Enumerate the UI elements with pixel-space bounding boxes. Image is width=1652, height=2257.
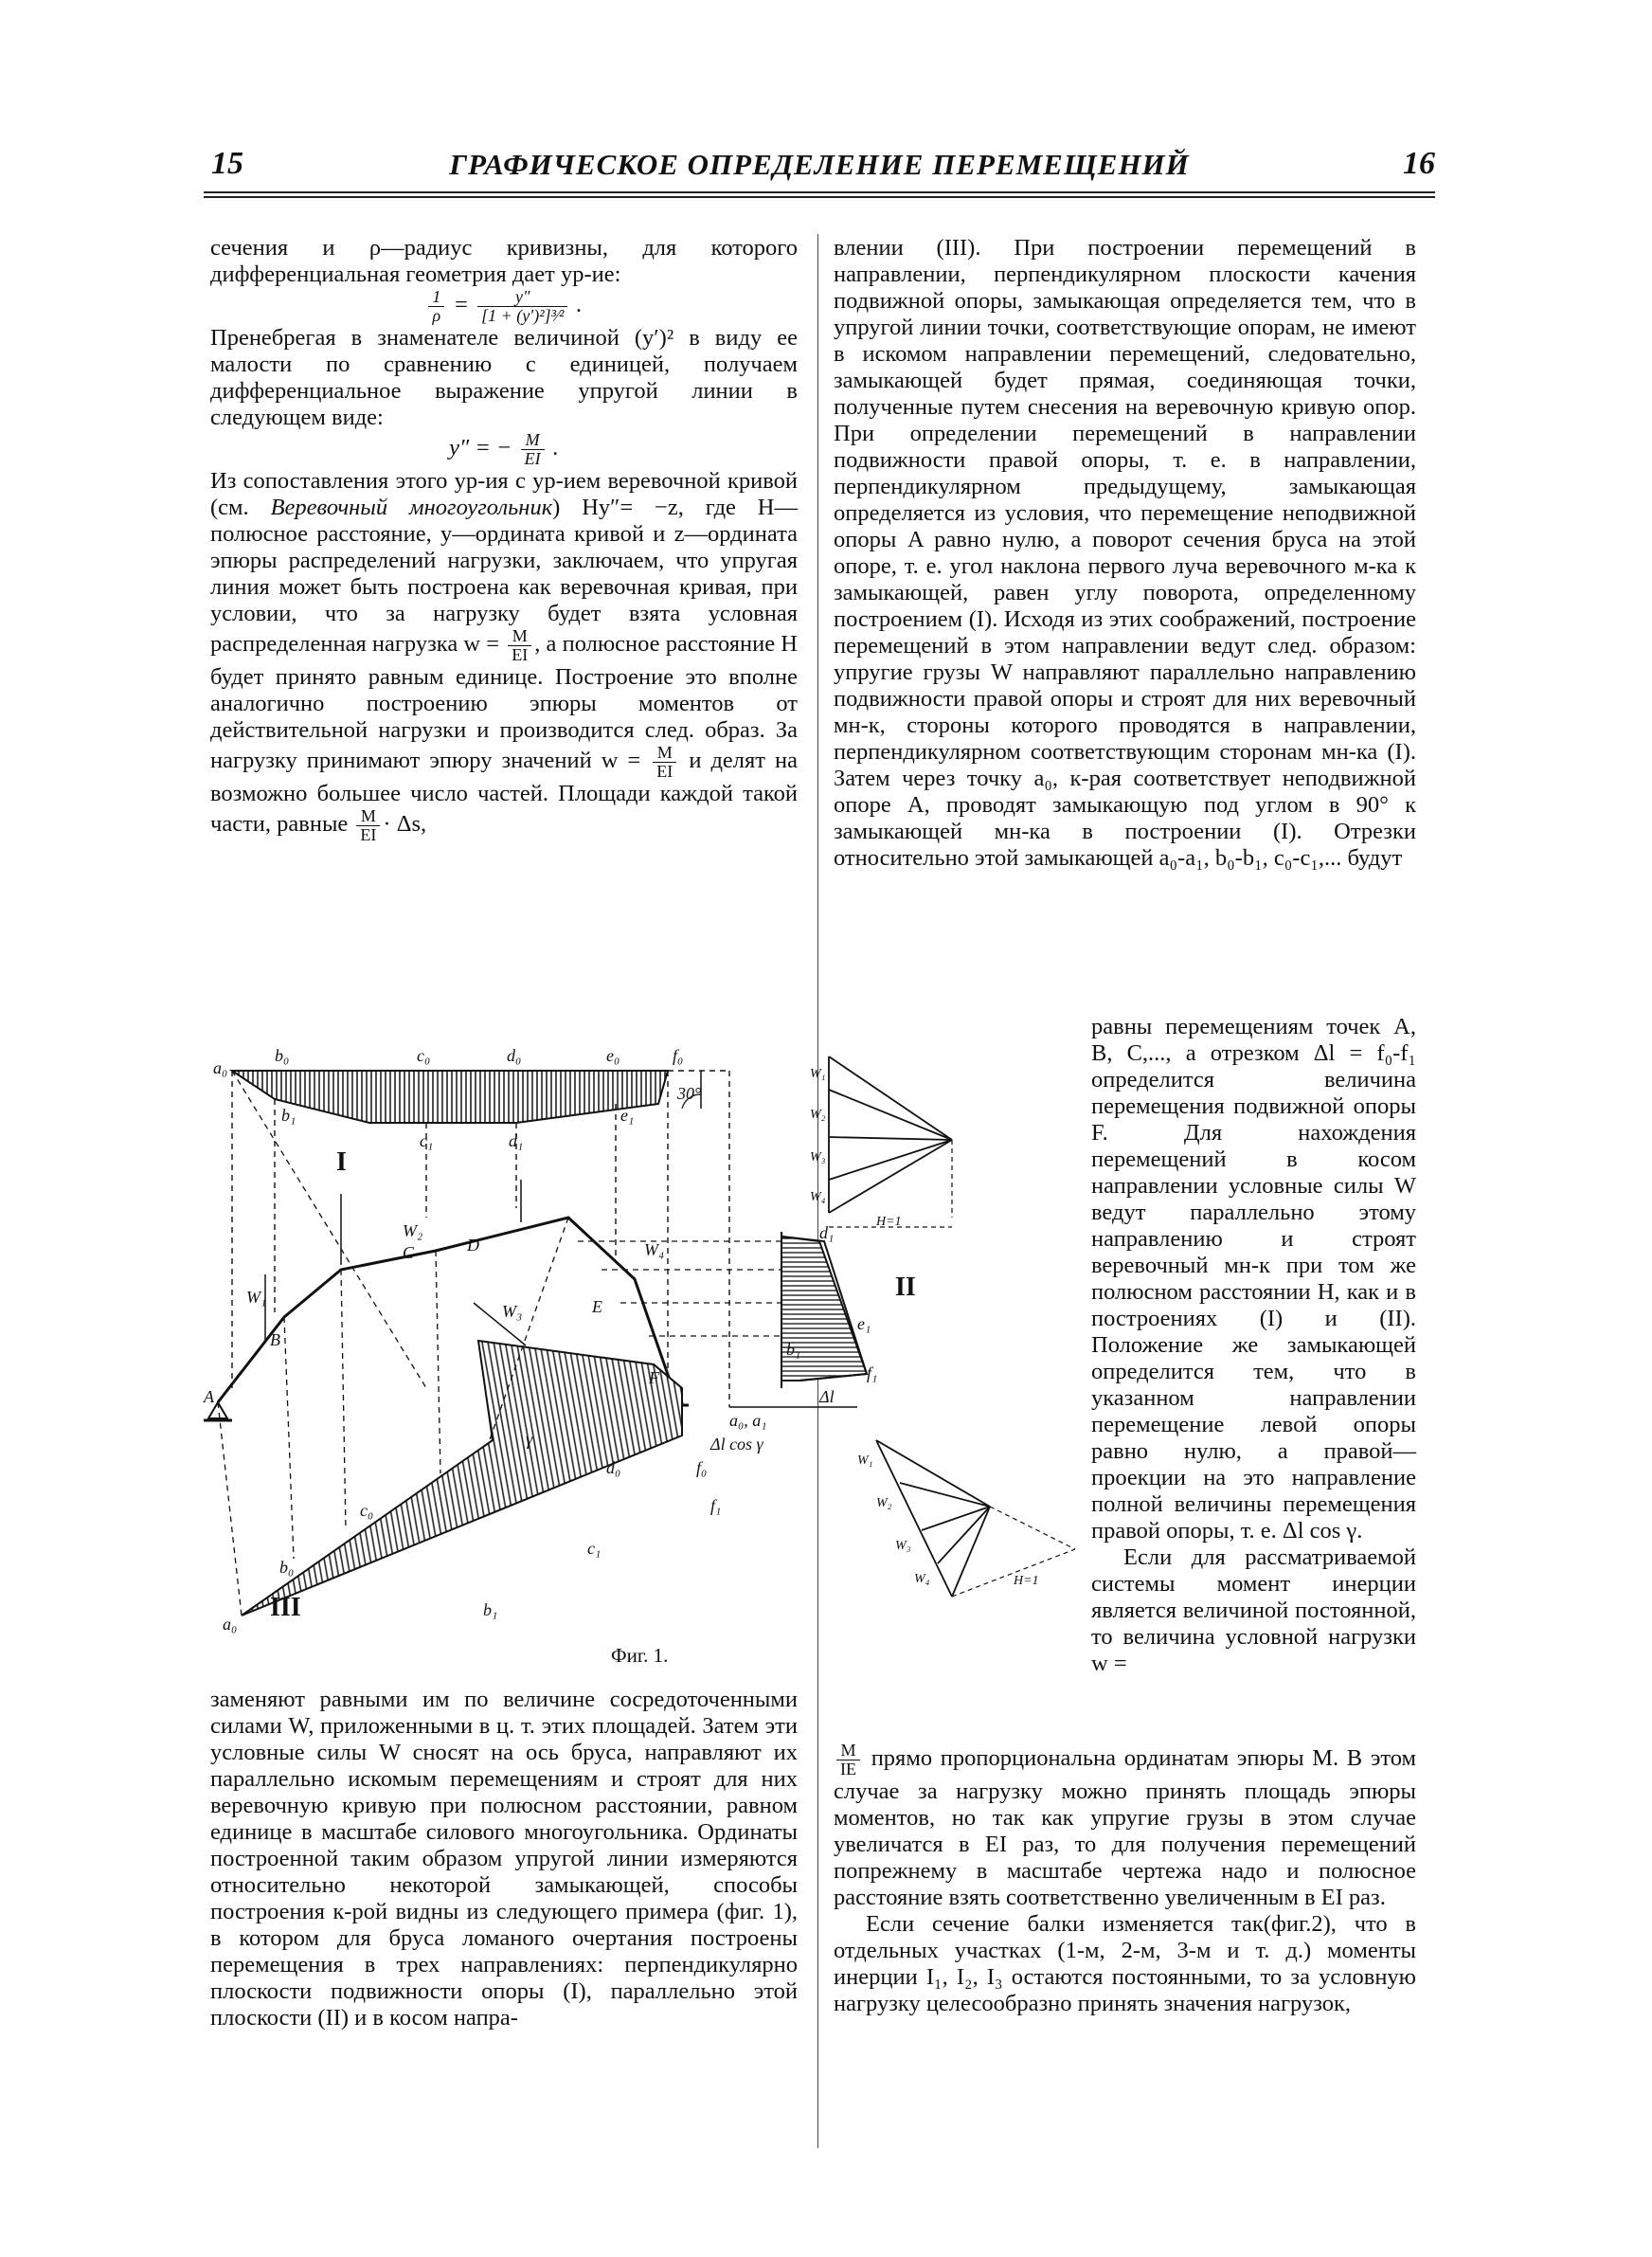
header-rule — [204, 191, 1435, 193]
point-label: c₀ — [417, 1046, 431, 1065]
load-label: W₄ — [810, 1190, 826, 1204]
paragraph: равны перемещениям точек A, B, C,..., а отрезком Δl = f₀-f₁ определится величина перемещения подвижной опоры F. Для нахождения перемещений в косом направлении условные силы W ведут параллельно этому направлению и строят веревочный мн-к при том же полюсном расстоянии H, как и в построениях (I) и (II). Положение же замыкающей определится тем, что в указанном направлении перемещение левой опоры равно нулю, а правой—проекции на это направление полной величины перемещения правой опоры, т. е. Δl cos γ. — [1091, 1014, 1416, 1544]
load-label: W₂ — [876, 1496, 892, 1510]
frac-num: M — [508, 627, 531, 646]
diagram-II-hatched-area — [781, 1237, 867, 1381]
point-label: f₁ — [867, 1363, 878, 1382]
eq-num: y″ — [477, 288, 567, 307]
eq-den: ρ — [432, 306, 441, 325]
point-label: c₁ — [587, 1539, 602, 1558]
paragraph: Если сечение балки изменяется так(фиг.2), что в отдельных участках (1-м, 2-м, 3-м и т. д.) моменты инерции I₁, I₂, I₃ остаются постоянными, то за условную нагрузку целесообразно принять значения нагрузок, — [834, 1911, 1416, 2016]
delta-label: Δl — [819, 1387, 835, 1406]
load-label: W₄ — [644, 1240, 665, 1259]
frame-label: E — [592, 1297, 602, 1316]
roman-label-II: II — [895, 1273, 916, 1302]
force-polygon-1 — [810, 1047, 980, 1237]
point-label: d₀ — [507, 1046, 522, 1065]
frac-den: EI — [360, 825, 377, 844]
load-label: W₁ — [246, 1288, 267, 1307]
right-column-top — [834, 235, 1416, 872]
frac-num: M — [653, 744, 676, 763]
paragraph — [210, 468, 798, 844]
text-run: · Δs, — [383, 811, 427, 838]
page-number-right: 16 — [1403, 146, 1435, 181]
frame-label: B — [270, 1330, 280, 1349]
text-run: прямо пропорциональна ординатам эпюры M. В этом случае за нагрузку можно принять площадь эпюры моментов, но так как упругие грузы в этом случае увеличатся в EI раз, то для получения перемещений попрежнему в масштабе чертежа надо и полюсное расстояние взять соответственно увеличенным в EI раз. — [834, 1745, 1417, 1910]
load-label: W₁ — [857, 1454, 873, 1468]
frame-label: A — [204, 1387, 214, 1406]
paragraph: сечения и ρ—радиус кривизны, для которого дифференциальная геометрия дает ур-ие: — [210, 235, 798, 287]
frame-label: D — [467, 1236, 479, 1255]
point-label: a₀ — [213, 1058, 228, 1077]
point-label: e₁ — [857, 1314, 871, 1333]
point-label: f₁ — [710, 1496, 722, 1515]
roman-label-III: III — [270, 1593, 301, 1622]
point-label: d₁ — [819, 1223, 835, 1242]
figure-caption: Фиг. 1. — [611, 1644, 669, 1667]
cross-reference: Веревочный многоугольник — [270, 495, 553, 520]
force-polygon-2 — [857, 1431, 1094, 1620]
paragraph — [834, 1742, 1416, 1911]
left-column-top — [210, 235, 798, 844]
frac-den: EI — [656, 762, 673, 781]
diagram-I-hatched-area — [232, 1071, 668, 1123]
pole-label: H=1 — [1014, 1574, 1039, 1588]
frac-num: M — [836, 1742, 860, 1760]
point-label: c₀ — [360, 1501, 374, 1520]
point-label: b₁ — [281, 1106, 296, 1125]
roman-label-I: I — [336, 1147, 347, 1177]
text-run: Из сопоставления этого ур-ия с ур-ием веревочной кривой (см. — [210, 468, 798, 520]
eq-den: [1 + (y′)²]³⁄² — [481, 306, 565, 325]
left-column-bottom — [210, 1687, 798, 2031]
equation-curvature: $\frac{1}{\rho}$ = $\frac{y''}{\text{[1 + (y′)²]³⁄²}}$ . — [210, 288, 798, 325]
paragraph: заменяют равными им по величине сосредоточенными силами W, приложенными в ц. т. этих площадей. Затем эти условные силы W сносят на ось бруса, направляют их параллельно искомым перемещениям и строят для них веревочную кривую при полюсном расстоянии, равном единице в масштабе силового многоугольника. Ординаты построенной таким образом упругой линии измеряются относительно некоторой замыкающей, способы построения к-рой видны из следующего примера (фиг. 1), в котором для бруса ломаного очертания построены перемещения в трех направлениях: перпендикулярно плоскости подвижности опоры (I), параллельно этой плоскости (II) и в косом напра- — [210, 1687, 798, 2031]
load-label: W₂ — [810, 1108, 826, 1122]
frame-label: F — [649, 1368, 659, 1387]
paragraph: Если для рассматриваемой системы момент инерции является величиной постоянной, то величина условной нагрузки w = — [1091, 1544, 1416, 1676]
load-label: W₃ — [895, 1539, 911, 1553]
point-label: a₀, a₁ — [729, 1411, 767, 1430]
right-narrow-column — [1091, 1014, 1416, 1677]
point-label: b₁ — [786, 1340, 801, 1359]
delta-cos-label: Δl cos γ — [710, 1435, 763, 1454]
point-label: c₁ — [420, 1131, 434, 1150]
point-label: d₀ — [606, 1458, 621, 1477]
eq-num: 1 — [428, 288, 444, 307]
text-run: ) Hy″= −z, где H—полюсное расстояние, y—ордината кривой и z—ордината эпюры распределений нагрузки, заключаем, что упругая линия может быть построена как веревочная кривая, при условии, что за нагрузку будет взята условная распределенная нагрузка w = — [210, 495, 798, 658]
load-label: W₂ — [403, 1221, 423, 1240]
header-rule-2 — [204, 196, 1435, 198]
eq-den: EI — [524, 449, 541, 468]
angle-label: 30° — [677, 1084, 702, 1103]
point-label: a₀ — [223, 1615, 238, 1634]
point-label: e₀ — [606, 1046, 620, 1065]
diagram-III-hatched-area — [242, 1341, 682, 1616]
paragraph: влении (III). При построении перемещений в направлении, перпендикулярном плоскости качения подвижной опоры, замыкающая определяется тем, что в упругой линии точки, соответствующие опорам, не имеют в искомом направлении перемещений, следовательно, замыкающей будет прямая, соединяющая точки, полученные путем снесения на веревочную кривую опор. При определении перемещений в направлении подвижности правой опоры, т. е. в направлении, перпендикулярном предыдущему, замыкающая определяется из условия, что перемещение неподвижной опоры A равно нулю, а поворот сечения бруса на этой опоре, т. е. угол наклона первого луча веревочного м-ка к замыкающей, равен углу поворота, определенному построением (I). Исходя из этих соображений, построение перемещений в этом направлении ведут след. образом: упругие грузы W направляют параллельно направлению подвижности правой опоры и строят для них веревочный мн-к, стороны которого проводятся в направлении, перпендикулярном соответствующим сторонам мн-ка (I). Затем через точку a₀, к-рая соответствует неподвижной опоре A, проводят замыкающую под углом в 90° к замыкающей мн-ка в построении (I). Отрезки относительно этой замыкающей a₀-a₁, b₀-b₁, c₀-c₁,... будут — [834, 235, 1416, 871]
right-column-bottom — [834, 1742, 1416, 2017]
text-run: , а полюсное расстояние H будет принято равным единице. Построение это вполне аналогично построению эпюры моментов от действительной нагрузки и производится след. образ. За нагрузку принимают эпюру значений w = — [210, 631, 799, 774]
point-label: e₁ — [620, 1106, 635, 1125]
load-label: W₃ — [810, 1150, 826, 1165]
paragraph: Пренебрегая в знаменателе величиной (y′)² в виду ее малости по сравнению с единицей, получаем дифференциальное выражение упругой линии в следующем виде: — [210, 325, 798, 430]
eq-lhs: y″ = − — [449, 435, 512, 461]
running-header — [204, 142, 1435, 191]
angle-label: γ — [526, 1430, 533, 1449]
pole-label: H=1 — [876, 1215, 902, 1229]
frac-den: EI — [512, 645, 529, 664]
text-run: и делят на возможно большее число частей. Площади каждой такой части, равные — [210, 748, 799, 838]
eq-num: M — [521, 431, 545, 450]
point-label: b₁ — [483, 1600, 498, 1619]
page-title: ГРАФИЧЕСКОЕ ОПРЕДЕЛЕНИЕ ПЕРЕМЕЩЕНИЙ — [449, 148, 1190, 181]
point-label: b₀ — [279, 1558, 295, 1577]
page-number-left: 15 — [211, 146, 243, 181]
point-label: f₀ — [673, 1046, 684, 1065]
frac-num: M — [356, 807, 380, 826]
frac-den: IE — [840, 1760, 856, 1779]
frame-label: C — [403, 1243, 415, 1262]
load-label: W₃ — [502, 1302, 523, 1321]
load-arrows — [265, 1180, 526, 1345]
point-label: b₀ — [275, 1046, 290, 1065]
load-label: W₄ — [914, 1572, 930, 1586]
load-label: W₁ — [810, 1067, 826, 1081]
point-label: f₀ — [696, 1458, 708, 1477]
equation-elastic-line: y″ = − $\frac{M}{EI}$ . — [449, 430, 559, 468]
point-label: d₁ — [509, 1131, 524, 1150]
